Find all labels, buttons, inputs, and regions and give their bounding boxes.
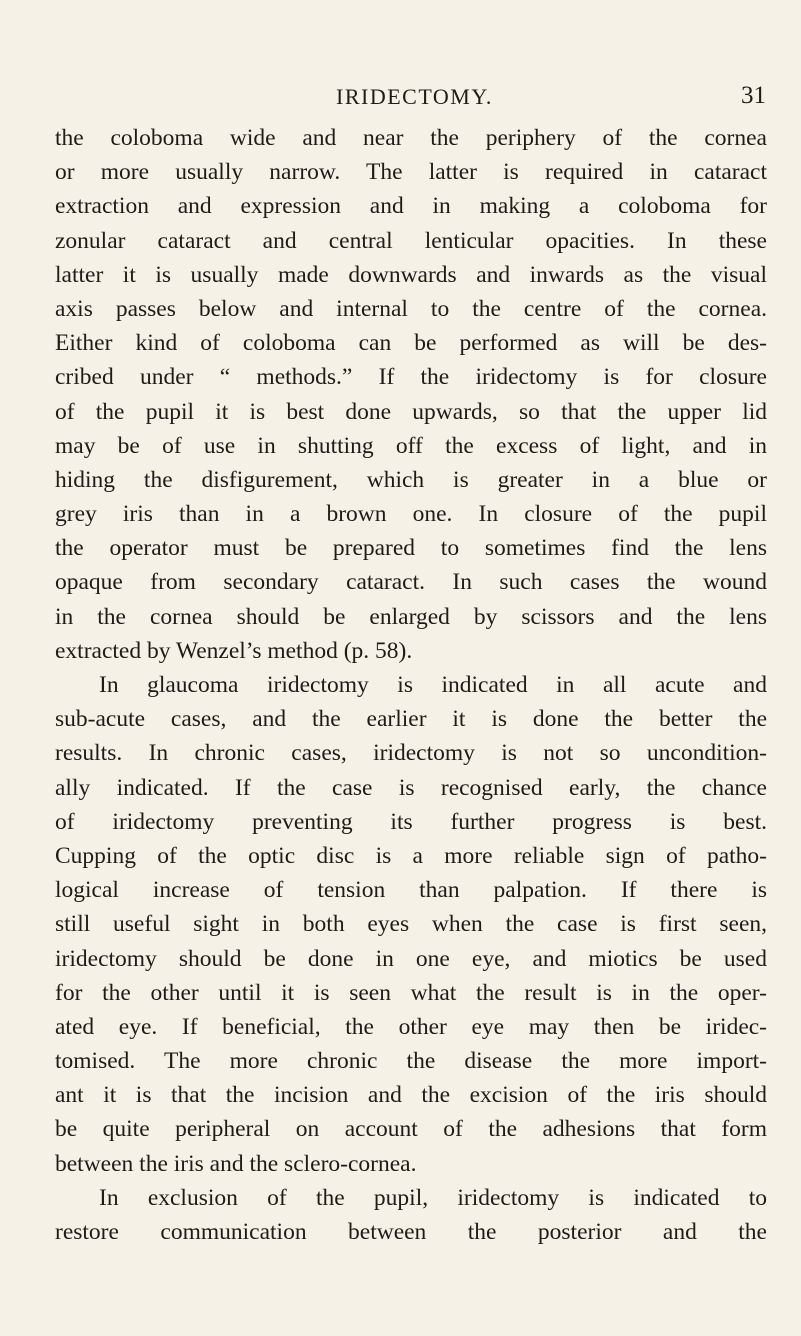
text-line: of iridectomy preventing its further progress is best. <box>55 808 767 835</box>
text-line: results. In chronic cases, iridectomy is not so uncondition- <box>55 740 767 767</box>
text-line: in the cornea should be enlarged by scissors and the lens <box>55 603 767 630</box>
text-line: latter it is usually made downwards and inwards as the visual <box>55 261 767 288</box>
text-line: ated eye. If beneficial, the other eye may then be iridec- <box>55 1013 767 1040</box>
text-line: hiding the disfigurement, which is greater in a blue or <box>55 466 767 493</box>
body-text <box>55 121 767 1249</box>
text-line: for the other until it is seen what the result is in the oper- <box>55 979 767 1006</box>
text-line: sub-acute cases, and the earlier it is done the better the <box>55 706 767 733</box>
text-line: ant it is that the incision and the excision of the iris should <box>55 1082 767 1109</box>
text-line: be quite peripheral on account of the adhesions that form <box>55 1116 767 1143</box>
running-head <box>0 84 801 114</box>
text-line: ally indicated. If the case is recognised early, the chance <box>55 774 767 801</box>
text-line: Cupping of the optic disc is a more reliable sign of patho- <box>55 842 767 869</box>
text-line: the operator must be prepared to sometimes find the lens <box>55 535 767 562</box>
running-title: IRIDECTOMY. <box>336 84 493 109</box>
text-line: the coloboma wide and near the periphery of the cornea <box>55 125 767 151</box>
text-line: restore communication between the posterior and the <box>55 1219 767 1245</box>
text-line: grey iris than in a brown one. In closure of the pupil <box>55 501 767 528</box>
text-line: Either kind of coloboma can be performed as will be des- <box>55 330 767 357</box>
text-line: logical increase of tension than palpation. If there is <box>55 877 767 904</box>
text-line: extraction and expression and in making a coloboma for <box>55 193 767 220</box>
text-line: of the pupil it is best done upwards, so that the upper lid <box>55 398 767 425</box>
text-line: cribed under “ methods.” If the iridectomy is for closure <box>55 364 767 391</box>
text-line: zonular cataract and central lenticular opacities. In these <box>55 227 767 254</box>
text-line: or more usually narrow. The latter is required in cataract <box>55 159 767 186</box>
paragraph-end-line: extracted by Wenzel’s method (p. 58). <box>55 637 413 664</box>
paragraph-start-line: In exclusion of the pupil, iridectomy is indicated to <box>99 1184 767 1211</box>
text-line: opaque from secondary cataract. In such cases the wound <box>55 569 767 596</box>
text-line: still useful sight in both eyes when the case is first seen, <box>55 911 767 938</box>
paragraph-start-line: In glaucoma iridectomy is indicated in all acute and <box>99 672 767 698</box>
paragraph-end-line: between the iris and the sclero-cornea. <box>55 1150 417 1177</box>
text-line: tomised. The more chronic the disease the more import- <box>55 1048 767 1075</box>
text-line: may be of use in shutting off the excess of light, and in <box>55 432 767 459</box>
page-number: 31 <box>741 82 766 109</box>
text-line: iridectomy should be done in one eye, and miotics be used <box>55 945 767 972</box>
text-line: axis passes below and internal to the centre of the cornea. <box>55 295 767 322</box>
